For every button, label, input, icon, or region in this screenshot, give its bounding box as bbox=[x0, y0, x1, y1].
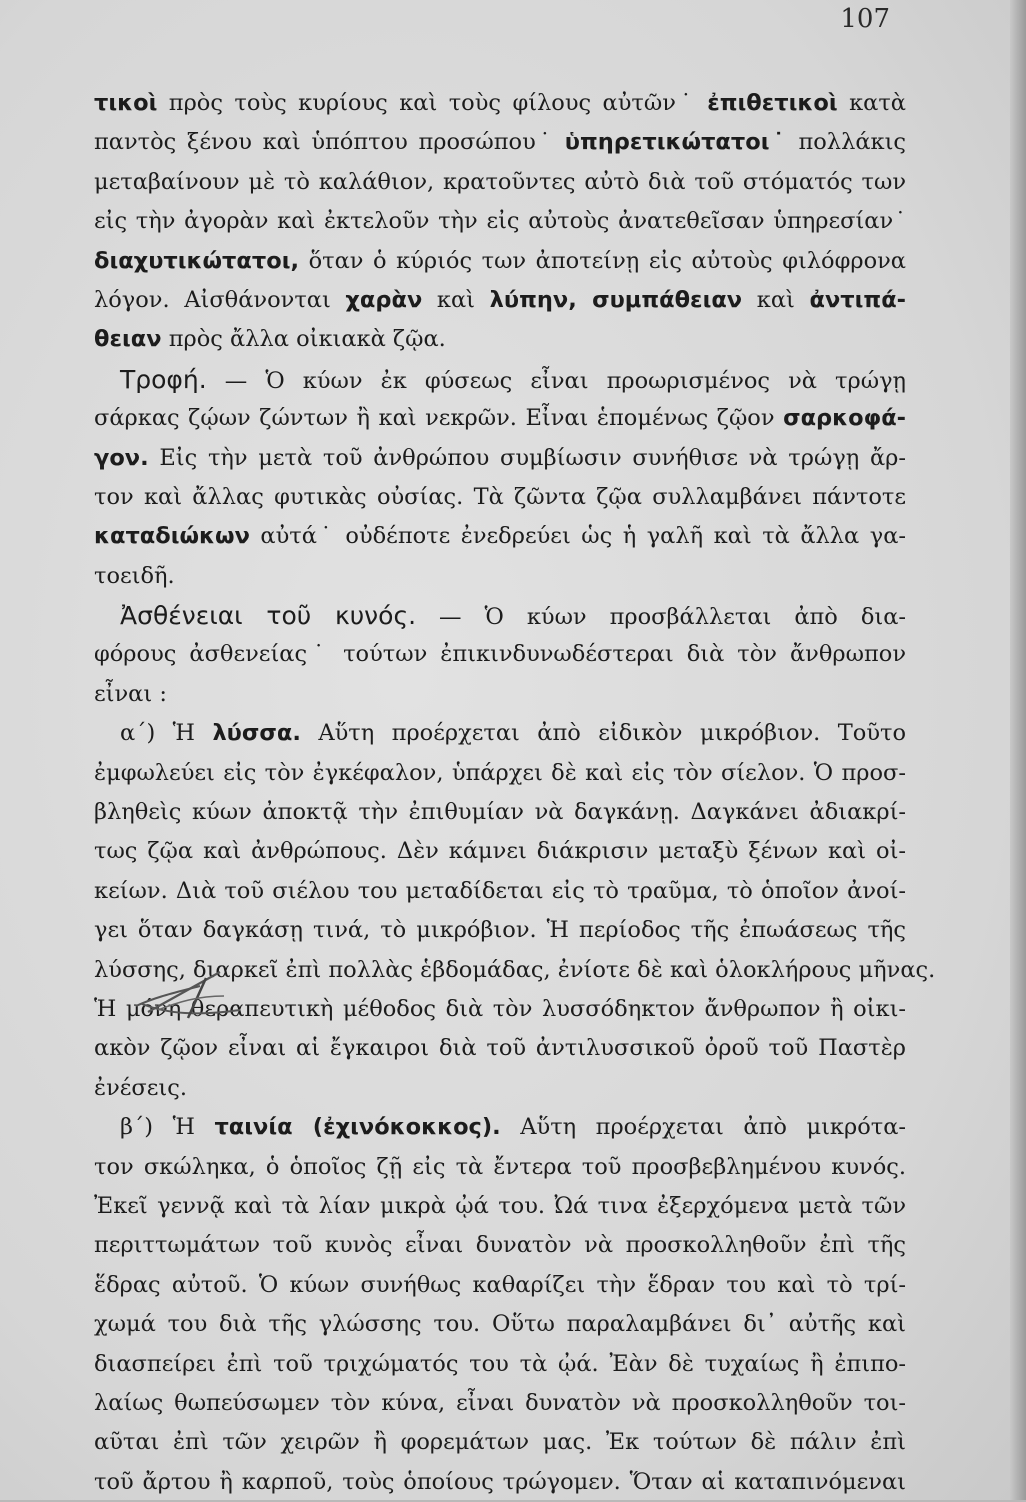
text-line bbox=[94, 320, 906, 359]
text-run: μεταβαίνουν μὲ τὸ καλάθιον, κρατοῦντες αὐτὸ διὰ τοῦ στόματός των bbox=[94, 168, 906, 195]
text-run: ἐνέσεις. bbox=[94, 1074, 187, 1101]
text-line bbox=[94, 1148, 906, 1187]
text-run: ὅταν ὁ κύριός των ἀποτείνῃ εἰς αὐτοὺς φιλόφρονα bbox=[299, 247, 906, 274]
text-run: κατὰ bbox=[837, 90, 906, 116]
text-line bbox=[94, 635, 906, 674]
text-line bbox=[94, 1029, 906, 1068]
text-line bbox=[94, 1108, 906, 1147]
text-run: — Ὁ κύων ἐκ φύσεως εἶναι προωρισμένος νὰ τρώγῃ bbox=[206, 367, 906, 394]
text-run: πρὸς ἄλλα οἰκιακὰ ζῷα. bbox=[161, 326, 446, 353]
text-line bbox=[94, 754, 906, 793]
text-run: τον σκώληκα, ὁ ὁποῖος ζῇ εἰς τὰ ἔντερα τοῦ προσβεβλημένου κυνός. bbox=[94, 1153, 906, 1180]
text-line bbox=[94, 517, 906, 556]
text-run: γει ὅταν δαγκάσῃ τινά, τὸ μικρόβιον. Ἡ περίοδος τῆς ἐπωάσεως τῆς bbox=[94, 917, 906, 944]
text-run: ἐμφωλεύει εἰς τὸν ἐγκέφαλον, ὑπάρχει δὲ καὶ εἰς τὸν σίελον. Ὁ προσ- bbox=[94, 759, 906, 786]
text-run: παντὸς ξένου καὶ ὑπόπτου προσώπου˙ bbox=[94, 129, 565, 156]
text-run: τοῦ ἄρτου ἢ καρποῦ, τοὺς ὁποίους τρώγομεν. Ὅταν αἱ καταπινόμεναι bbox=[94, 1468, 906, 1495]
text-run: λόγον. Αἰσθάνονται bbox=[94, 286, 346, 313]
text-run: τοειδῆ. bbox=[94, 562, 175, 589]
text-line bbox=[94, 872, 906, 911]
text-line bbox=[94, 557, 906, 596]
text-run: Αὕτη προέρχεται ἀπὸ μικρότα- bbox=[500, 1114, 907, 1141]
section-heading: Ἀσθένειαι τοῦ κυνός. bbox=[120, 601, 417, 631]
text-run: βληθεὶς κύων ἀποκτᾷ τὴν ἐπιθυμίαν νὰ δαγκάνῃ. Δαγκάνει ἀδιακρί- bbox=[94, 799, 906, 826]
text-run: λαίως θωπεύσωμεν τὸν κύνα, εἶναι δυνατὸν νὰ προσκολληθοῦν τοι- bbox=[94, 1389, 906, 1416]
text-line bbox=[94, 1345, 906, 1384]
text-line bbox=[94, 202, 906, 241]
text-run: ἕδρας αὐτοῦ. Ὁ κύων συνήθως καθαρίζει τὴν ἕδραν του καὶ τὸ τρί- bbox=[94, 1271, 906, 1298]
bold-term: ταινία (ἐχινόκοκκος). bbox=[214, 1114, 501, 1141]
text-line bbox=[94, 1423, 906, 1462]
bold-term: ἐπιθετικοὶ bbox=[707, 90, 838, 116]
text-line bbox=[94, 1305, 906, 1344]
text-run: Ἡ μόνη θεραπευτικὴ μέθοδος διὰ τὸν λυσσόδηκτον ἄνθρωπον ἢ οἰκι- bbox=[94, 995, 906, 1022]
text-line bbox=[94, 123, 906, 162]
text-run: λύσσης, διαρκεῖ ἐπὶ πολλὰς ἑβδομάδας, ἐνίοτε δὲ καὶ ὁλοκλήρους μῆνας. bbox=[94, 956, 936, 983]
text-line bbox=[94, 911, 906, 950]
bold-term: ἀντιπά- bbox=[809, 286, 906, 313]
text-run: χωμά του διὰ τῆς γλώσσης του. Οὕτω παραλαμβάνει δι᾽ αὐτῆς καὶ bbox=[94, 1311, 906, 1338]
bold-term: χαρὰν bbox=[345, 286, 423, 313]
text-run: τως ζῷα καὶ ἀνθρώπους. Δὲν κάμνει διάκρισιν μεταξὺ ξένων καὶ οἰ- bbox=[94, 838, 906, 865]
bold-term: λύσσα. bbox=[212, 720, 301, 747]
pencil-scribble-mark bbox=[128, 966, 248, 1022]
text-run: αὐτά˙ οὐδέποτε ἐνεδρεύει ὡς ἡ γαλῆ καὶ τὰ ἄλλα γα- bbox=[249, 523, 906, 550]
text-line bbox=[94, 675, 906, 714]
text-run: πολλάκις bbox=[787, 129, 907, 156]
text-run: πρὸς τοὺς κυρίους καὶ τοὺς φίλους αὐτῶν˙ bbox=[157, 90, 708, 116]
text-line bbox=[94, 1266, 906, 1305]
text-line bbox=[94, 242, 906, 281]
section-heading: Τροφή. bbox=[120, 364, 207, 394]
text-line bbox=[94, 399, 906, 438]
text-line bbox=[94, 714, 906, 753]
bold-term: θειαν bbox=[94, 326, 162, 353]
text-run: καὶ bbox=[742, 286, 810, 313]
bold-term: λύπην, συμπάθειαν bbox=[489, 286, 743, 313]
text-line bbox=[94, 1069, 906, 1108]
text-line bbox=[94, 163, 906, 202]
text-run: διασπείρει ἐπὶ τοῦ τριχώματός του τὰ ᾠά. Ἐὰν δὲ τυχαίως ἢ ἐπιπο- bbox=[94, 1350, 906, 1377]
page-edge bbox=[1010, 0, 1026, 1500]
text-run: τον καὶ ἄλλας φυτικὰς οὐσίας. Τὰ ζῶντα ζῷα συλλαμβάνει πάντοτε bbox=[94, 483, 906, 510]
text-line bbox=[94, 84, 906, 123]
bold-term: διαχυτικώτατοι, bbox=[94, 247, 300, 274]
text-run: φόρους ἀσθενείας˙ τούτων ἐπικινδυνωδέστεραι διὰ τὸν ἄνθρωπον bbox=[94, 641, 906, 668]
text-run: Ἐκεῖ γεννᾷ καὶ τὰ λίαν μικρὰ ᾠά του. Ὠά τινα ἐξερχόμενα μετὰ τῶν bbox=[94, 1192, 906, 1219]
bold-term: καταδιώκων bbox=[94, 523, 250, 550]
bold-term: σαρκοφά- bbox=[783, 405, 906, 432]
text-run: εἰς τὴν ἀγορὰν καὶ ἐκτελοῦν τὴν εἰς αὐτοὺς ἀνατεθεῖσαν ὑπηρεσίαν˙ bbox=[94, 208, 906, 235]
text-line bbox=[94, 360, 906, 399]
text-run: — Ὁ κύων προσβάλλεται ἀπὸ δια- bbox=[416, 604, 906, 631]
text-line bbox=[94, 793, 906, 832]
body-text bbox=[94, 84, 936, 1502]
text-line bbox=[94, 1463, 906, 1502]
text-line bbox=[94, 1226, 906, 1265]
bold-term: τικοὶ bbox=[94, 90, 158, 116]
bold-term: ὑπηρετικώτατοι˙ bbox=[564, 129, 788, 156]
text-run: α´) Ἡ bbox=[120, 720, 213, 747]
text-line bbox=[94, 439, 906, 478]
text-line bbox=[94, 832, 906, 871]
text-line bbox=[94, 1187, 906, 1226]
text-run: αῦται ἐπὶ τῶν χειρῶν ἢ φορεμάτων μας. Ἐκ τούτων δὲ πάλιν ἐπὶ bbox=[94, 1429, 906, 1456]
text-line bbox=[94, 1384, 906, 1423]
text-run: Εἰς τὴν μετὰ τοῦ ἀνθρώπου συμβίωσιν συνήθισε νὰ τρώγῃ ἄρ- bbox=[148, 444, 906, 471]
page-number: 107 bbox=[840, 4, 890, 34]
text-run: καὶ bbox=[422, 286, 490, 313]
text-run: ακὸν ζῷον εἶναι αἱ ἔγκαιροι διὰ τοῦ ἀντιλυσσικοῦ ὀροῦ τοῦ Παστὲρ bbox=[94, 1035, 906, 1062]
text-run: β´) Ἡ bbox=[120, 1114, 215, 1141]
text-run: εἶναι : bbox=[94, 680, 167, 707]
text-line bbox=[94, 478, 906, 517]
text-line bbox=[94, 281, 906, 320]
text-run: περιττωμάτων τοῦ κυνὸς εἶναι δυνατὸν νὰ προσκολληθοῦν ἐπὶ τῆς bbox=[94, 1232, 906, 1259]
text-run: κείων. Διὰ τοῦ σιέλου του μεταδίδεται εἰς τὸ τραῦμα, τὸ ὁποῖον ἀνοί- bbox=[94, 877, 906, 904]
text-run: Αὕτη προέρχεται ἀπὸ εἰδικὸν μικρόβιον. Τοῦτο bbox=[300, 720, 906, 747]
text-line bbox=[94, 596, 906, 635]
bold-term: γον. bbox=[94, 444, 149, 471]
text-run: σάρκας ζῴων ζώντων ἢ καὶ νεκρῶν. Εἶναι ἑπομένως ζῷον bbox=[94, 405, 784, 432]
